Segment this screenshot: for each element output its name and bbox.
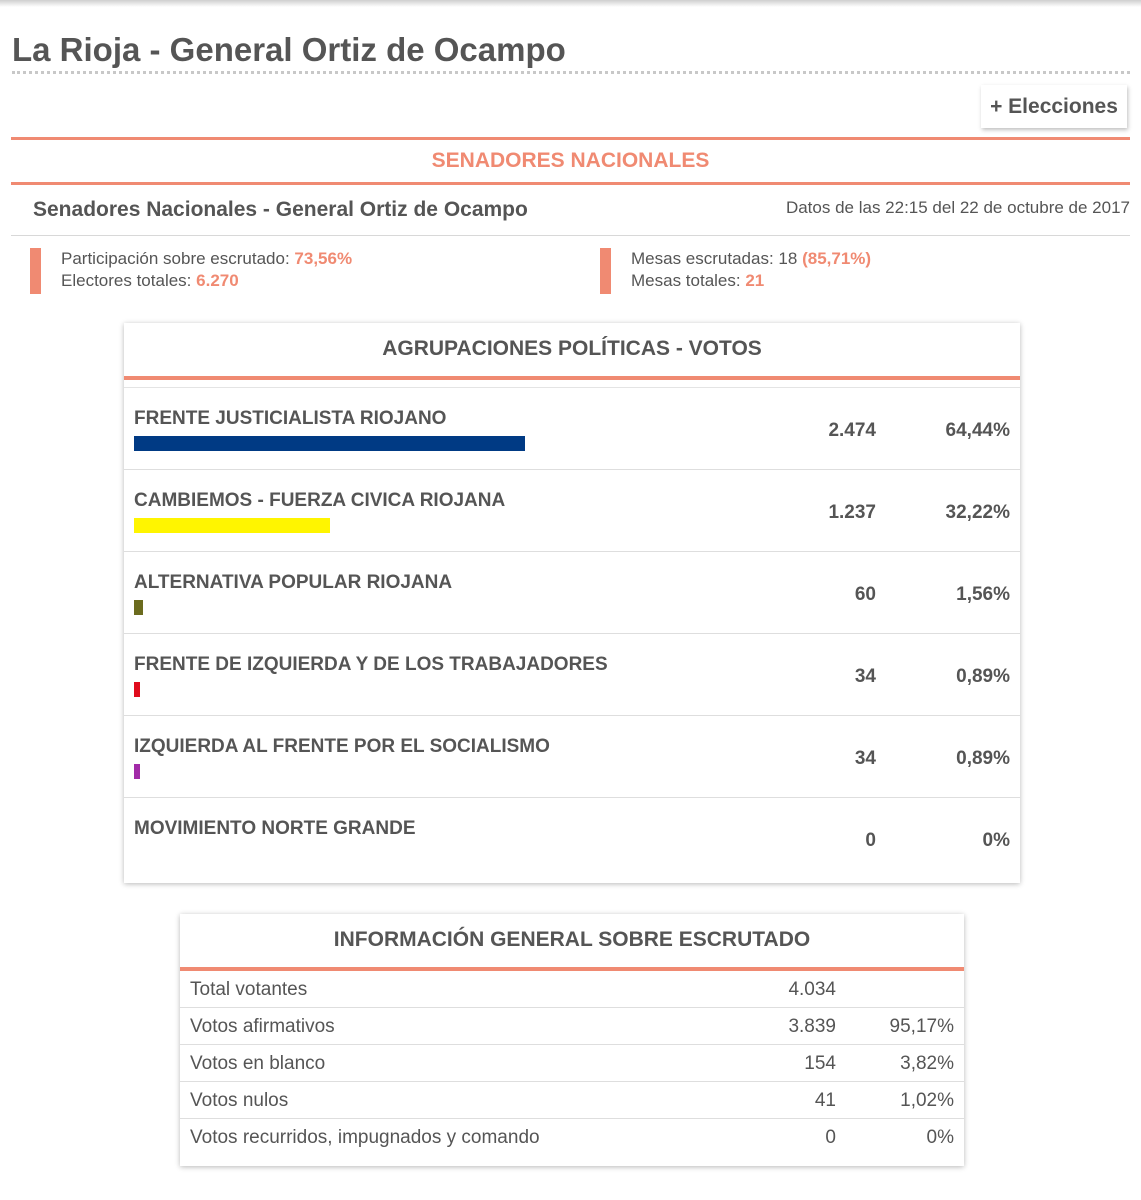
- info-label: Votos nulos: [190, 1090, 289, 1111]
- party-percent: 1,56%: [956, 584, 1010, 605]
- party-vote-bar: [134, 518, 330, 533]
- party-row: [124, 388, 1020, 470]
- info-row: [180, 1045, 964, 1082]
- party-row: [124, 716, 1020, 798]
- party-vote-bar: [134, 436, 525, 451]
- party-row: [124, 552, 1020, 634]
- party-votes: 60: [854, 584, 876, 605]
- party-percent: 0%: [982, 830, 1010, 851]
- mesas-escrutadas-pct: (85,71%): [802, 249, 872, 268]
- mesas-escrutadas-line: [631, 248, 871, 270]
- data-timestamp: Datos de las 22:15 del 22 de octubre de 2017: [785, 198, 1130, 217]
- info-percent: 1,02%: [900, 1090, 954, 1111]
- party-name: FRENTE DE IZQUIERDA Y DE LOS TRABAJADORES: [134, 654, 608, 675]
- party-row: [124, 798, 1020, 880]
- party-name: IZQUIERDA AL FRENTE POR EL SOCIALISMO: [134, 736, 550, 757]
- party-name: MOVIMIENTO NORTE GRANDE: [134, 818, 416, 839]
- sub-title: Senadores Nacionales - General Ortiz de Ocampo: [33, 198, 528, 221]
- info-percent: 0%: [926, 1127, 954, 1148]
- party-row: [124, 470, 1020, 552]
- mesas-escrutadas-label: Mesas escrutadas:: [631, 249, 774, 268]
- party-percent: 0,89%: [956, 666, 1010, 687]
- top-shadow: [0, 0, 1141, 7]
- info-label: Votos recurridos, impugnados y comando: [190, 1127, 540, 1148]
- parties-card: [124, 323, 1020, 883]
- elecciones-button[interactable]: + Elecciones: [981, 85, 1127, 128]
- mesas-stats: [600, 248, 871, 294]
- mesas-totales-line: [631, 270, 871, 292]
- info-value: 4.034: [788, 979, 836, 1000]
- participacion-value: 73,56%: [294, 249, 353, 268]
- party-vote-bar: [134, 600, 143, 615]
- party-votes: 0: [865, 830, 876, 851]
- info-card-title: INFORMACIÓN GENERAL SOBRE ESCRUTADO: [180, 914, 964, 971]
- electores-label: Electores totales:: [61, 271, 192, 290]
- party-list: [124, 388, 1020, 880]
- info-value: 154: [804, 1053, 836, 1074]
- participacion-label: Participación sobre escrutado:: [61, 249, 290, 268]
- info-label: Total votantes: [190, 979, 308, 1000]
- info-value: 3.839: [788, 1016, 836, 1037]
- electores-value: 6.270: [196, 271, 239, 290]
- party-votes: 34: [854, 748, 876, 769]
- party-name: ALTERNATIVA POPULAR RIOJANA: [134, 572, 453, 593]
- info-row: [180, 971, 964, 1008]
- page-title: La Rioja - General Ortiz de Ocampo: [12, 30, 1130, 74]
- info-percent: 3,82%: [900, 1053, 954, 1074]
- mesas-totales-value: 21: [745, 271, 765, 290]
- participacion-line: [61, 248, 352, 270]
- party-name: CAMBIEMOS - FUERZA CIVICA RIOJANA: [134, 490, 506, 511]
- party-votes: 34: [854, 666, 876, 687]
- mesas-totales-label: Mesas totales:: [631, 271, 741, 290]
- info-label: Votos afirmativos: [190, 1016, 335, 1037]
- party-vote-bar: [134, 764, 140, 779]
- party-vote-bar: [134, 682, 140, 697]
- electores-line: [61, 270, 352, 292]
- info-label: Votos en blanco: [190, 1053, 326, 1074]
- info-value: 0: [825, 1127, 836, 1148]
- party-votes: 2.474: [828, 420, 876, 441]
- party-name: FRENTE JUSTICIALISTA RIOJANO: [134, 408, 447, 429]
- party-percent: 0,89%: [956, 748, 1010, 769]
- section-title: SENADORES NACIONALES: [11, 137, 1130, 185]
- sub-header: [11, 190, 1130, 236]
- party-percent: 32,22%: [945, 502, 1010, 523]
- info-card: [180, 914, 964, 1166]
- info-percent: 95,17%: [889, 1016, 954, 1037]
- participation-stats: [30, 248, 352, 294]
- info-value: 41: [814, 1090, 836, 1111]
- info-row: [180, 1119, 964, 1156]
- party-row: [124, 634, 1020, 716]
- info-row: [180, 1082, 964, 1119]
- card-divider: [124, 380, 1020, 388]
- info-row: [180, 1008, 964, 1045]
- party-votes: 1.237: [828, 502, 876, 523]
- party-percent: 64,44%: [945, 420, 1010, 441]
- info-list: [180, 971, 964, 1156]
- mesas-escrutadas-value: 18: [778, 249, 798, 268]
- parties-card-title: AGRUPACIONES POLÍTICAS - VOTOS: [124, 323, 1020, 380]
